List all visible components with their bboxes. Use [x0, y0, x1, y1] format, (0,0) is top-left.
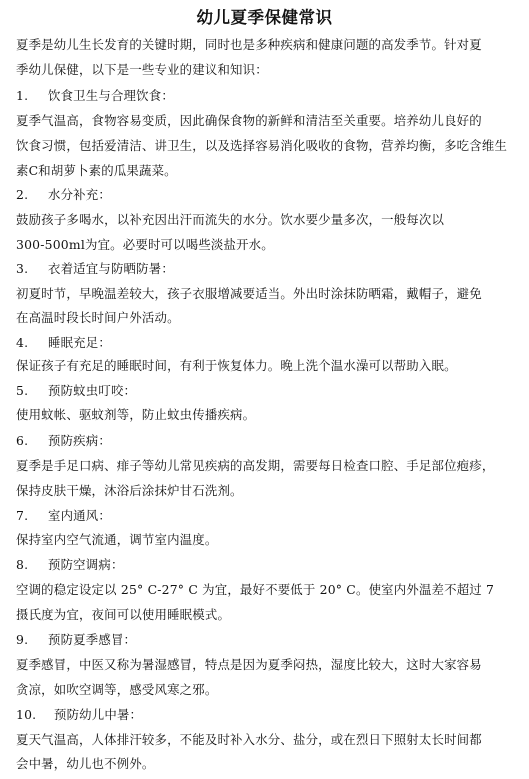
section-body-line: 会中暑，幼儿也不例外。 [16, 756, 155, 771]
section-body-line: 摄氏度为宜，夜间可以使用睡眠模式。 [16, 607, 231, 622]
section-heading-4 [16, 334, 516, 352]
section-heading-text: 饮食卫生与合理饮食： [48, 88, 174, 103]
intro-line: 季幼儿保健，以下是一些专业的建议和知识： [16, 62, 268, 77]
section-number: 3. [16, 261, 29, 276]
section-heading-7 [16, 507, 516, 525]
section-number: 8. [16, 557, 29, 572]
section-heading-text: 室内通风： [48, 508, 111, 523]
section-body-line: 初夏时节，早晚温差较大，孩子衣服增减要适当。外出时涂抹防晒霜，戴帽子，避免 [16, 286, 482, 301]
section-body-line: 夏季是手足口病、痱子等幼儿常见疾病的高发期，需要每日检查口腔、手足部位疱疹， [16, 458, 495, 473]
document-title: 幼儿夏季保健常识 [196, 8, 333, 27]
section-number: 4. [16, 335, 29, 350]
section-heading-text: 睡眠充足： [48, 335, 111, 350]
intro-line: 夏季是幼儿生长发育的关键时期，同时也是多种疾病和健康问题的高发季节。针对夏 [16, 37, 482, 52]
section-heading-9 [16, 631, 516, 649]
section-number: 2. [16, 187, 29, 202]
section-body-line: 300-500ml为宜。必要时可以喝些淡盐开水。 [16, 237, 274, 252]
section-body-line: 保证孩子有充足的睡眠时间，有利于恢复体力。晚上洗个温水澡可以帮助入眠。 [16, 358, 457, 373]
section-heading-1 [16, 87, 516, 105]
section-body-line: 在高温时段长时间户外活动。 [16, 310, 180, 325]
section-heading-3 [16, 260, 516, 278]
section-heading-text: 衣着适宜与防晒防暑： [48, 261, 174, 276]
section-heading-text: 预防疾病： [48, 433, 111, 448]
section-number: 1. [16, 88, 29, 103]
section-body-line: 素C和胡萝卜素的瓜果蔬菜。 [16, 163, 177, 178]
section-heading-text: 水分补充： [48, 187, 111, 202]
section-body-line: 夏季感冒，中医又称为暑湿感冒，特点是因为夏季闷热，湿度比较大，这时大家容易 [16, 657, 482, 672]
section-body-line: 空调的稳定设定以 25° C-27° C 为宜，最好不要低于 20° C。使室内外温差不超过 7 [16, 582, 495, 597]
section-body-line: 保持皮肤干燥，沐浴后涂抹炉甘石洗剂。 [16, 483, 243, 498]
section-body-line: 夏季气温高，食物容易变质，因此确保食物的新鲜和清洁至关重要。培养幼儿良好的 [16, 113, 482, 128]
section-heading-8 [16, 556, 516, 574]
section-heading-5 [16, 382, 516, 400]
section-body-line: 夏天气温高，人体排汗较多，不能及时补入水分、盐分，或在烈日下照射太长时间都 [16, 732, 482, 747]
section-heading-text: 预防空调病： [48, 557, 124, 572]
section-number: 10. [16, 707, 37, 722]
section-heading-text: 预防蚊虫叮咬： [48, 383, 137, 398]
section-heading-6 [16, 432, 516, 450]
section-number: 9. [16, 632, 29, 647]
section-body-line: 使用蚊帐、驱蚊剂等，防止蚊虫传播疾病。 [16, 407, 256, 422]
section-number: 7. [16, 508, 29, 523]
section-number: 5. [16, 383, 29, 398]
section-number: 6. [16, 433, 29, 448]
section-heading-text: 预防夏季感冒： [48, 632, 137, 647]
section-body-line: 贪凉，如吹空调等，感受风寒之邪。 [16, 682, 218, 697]
section-body-line: 鼓励孩子多喝水，以补充因出汗而流失的水分。饮水要少量多次，一般每次以 [16, 212, 445, 227]
section-heading-text: 预防幼儿中暑： [54, 707, 143, 722]
section-body-line: 饮食习惯，包括爱清洁、讲卫生，以及选择容易消化吸收的食物，营养均衡，多吃含维生 [16, 138, 508, 153]
section-heading-10 [16, 706, 516, 724]
section-heading-2 [16, 186, 516, 204]
section-body-line: 保持室内空气流通，调节室内温度。 [16, 532, 218, 547]
